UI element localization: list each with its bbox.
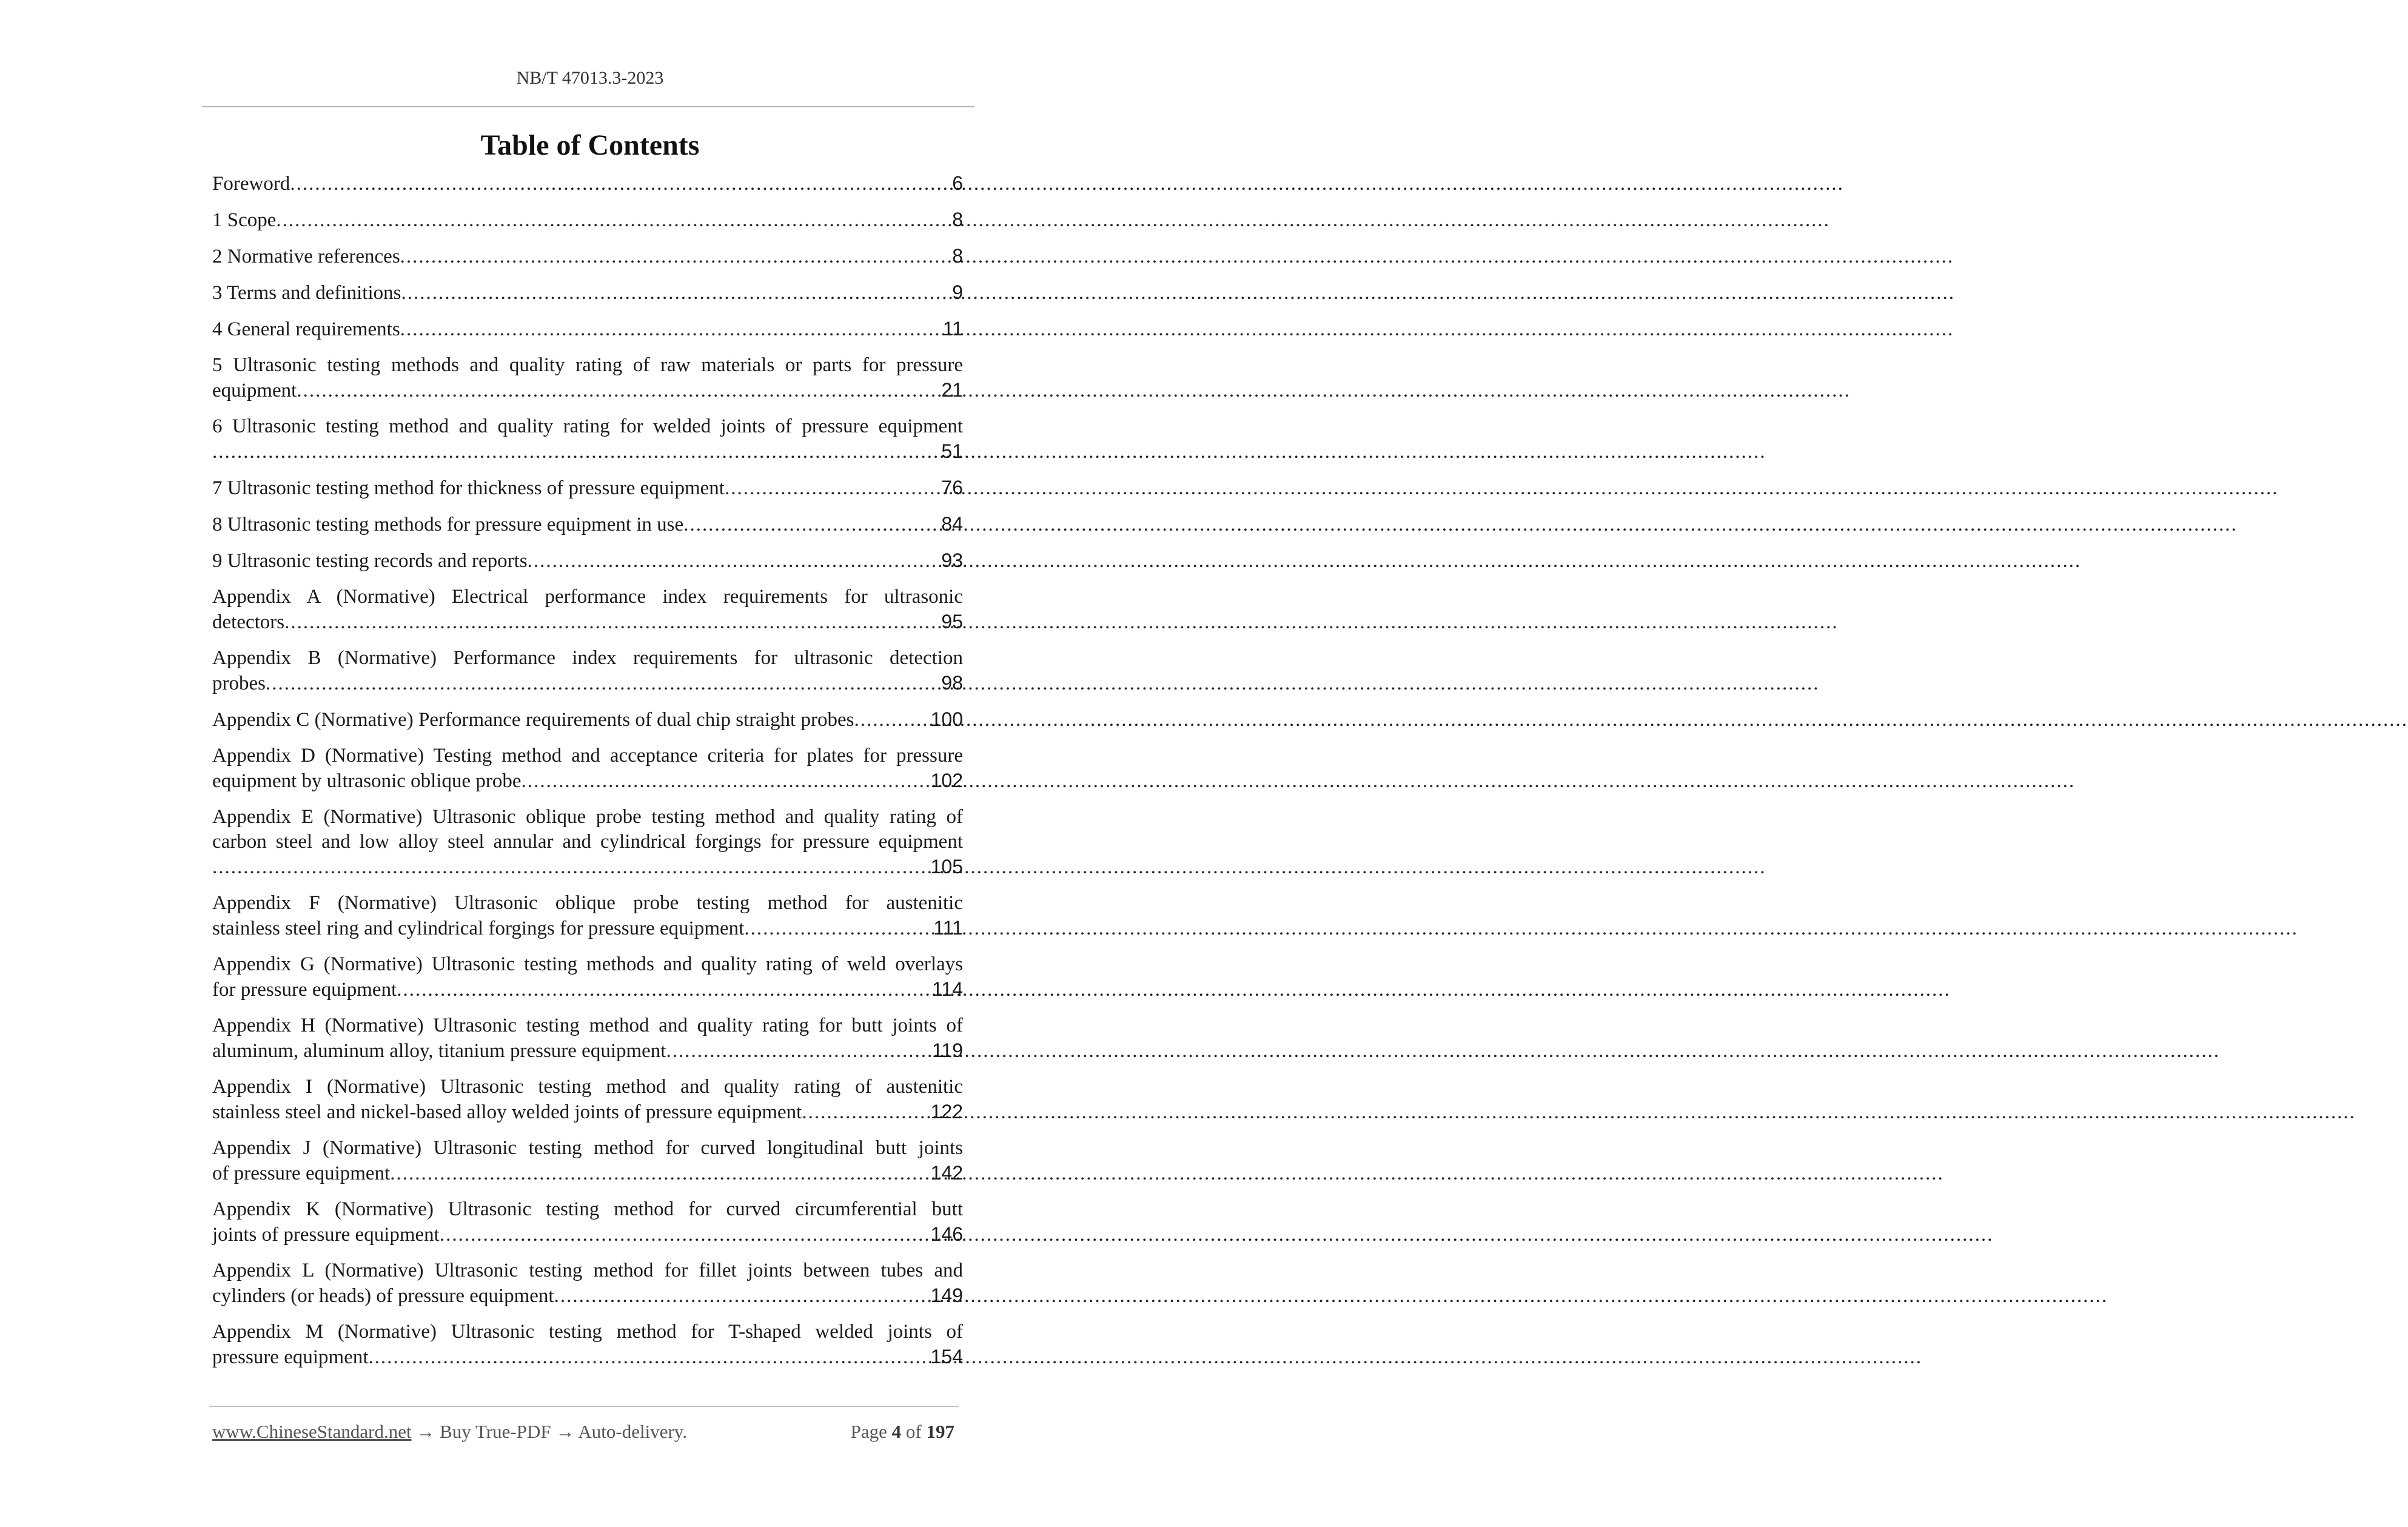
- toc-page-number: 8: [952, 245, 963, 267]
- page-number: 4: [891, 1421, 902, 1442]
- dot-leader: [397, 978, 931, 1002]
- toc-page-number: 122: [930, 1101, 963, 1123]
- toc-entry-title: of pressure equipment: [212, 1163, 391, 1184]
- toc-page-number: 102: [930, 770, 963, 791]
- toc-entry-line: Appendix E (Normative) Ultrasonic oblique probe testing method and quality rating of: [212, 806, 963, 828]
- arrow-icon: →: [411, 1421, 440, 1442]
- toc-entry[interactable]: [212, 1197, 963, 1247]
- toc-entry-line: Appendix F (Normative) Ultrasonic oblique probe testing method for austenitic: [212, 892, 963, 914]
- toc-entry-title: 3 Terms and definitions: [212, 282, 401, 304]
- toc-entry-title: probes: [212, 673, 266, 694]
- toc-entry-line: Appendix K (Normative) Ultrasonic testing method for curved circumferential butt: [212, 1198, 963, 1220]
- page-indicator: [851, 1421, 954, 1443]
- toc-entry-line: Appendix M (Normative) Ultrasonic testing method for T-shaped welded joints of: [212, 1321, 963, 1343]
- toc-entry-line: Appendix L (Normative) Ultrasonic testing method for fillet joints between tubes and: [212, 1260, 963, 1281]
- toc-page-number: 100: [930, 708, 963, 730]
- toc-entry[interactable]: [212, 171, 963, 196]
- toc-entry-line: Appendix H (Normative) Ultrasonic testing method and quality rating for butt joints of: [212, 1015, 963, 1036]
- toc-entry[interactable]: [212, 585, 963, 635]
- header-divider: [202, 106, 974, 107]
- toc-page-number: 95: [941, 611, 963, 633]
- toc-entry-title: aluminum, aluminum alloy, titanium pressure equipment: [212, 1040, 666, 1062]
- toc-entry[interactable]: [212, 1013, 963, 1064]
- dot-leader: [725, 476, 940, 501]
- toc-entry-title: stainless steel ring and cylindrical forgings for pressure equipment: [212, 918, 745, 939]
- dot-leader: [440, 1223, 930, 1247]
- dot-leader: [284, 610, 940, 635]
- toc-entry[interactable]: [212, 548, 963, 574]
- toc-entry[interactable]: [212, 317, 963, 342]
- dot-leader: [683, 512, 940, 537]
- dot-leader: [401, 281, 951, 306]
- toc-page-number: 111: [933, 917, 963, 939]
- page-total: 197: [926, 1421, 954, 1442]
- dot-leader: [212, 440, 940, 465]
- toc-page-number: 93: [941, 549, 963, 571]
- toc-entry[interactable]: [212, 707, 963, 733]
- toc-page-number: 84: [941, 513, 963, 535]
- toc-entry-title: stainless steel and nickel-based alloy welded joints of pressure equipment: [212, 1101, 802, 1123]
- toc-entry[interactable]: [212, 280, 963, 306]
- document-header: NB/T 47013.3-2023: [516, 68, 664, 88]
- toc-entry-title: 8 Ultrasonic testing methods for pressure equipment in use: [212, 514, 684, 535]
- page-prefix: Page: [850, 1421, 892, 1442]
- toc-entry[interactable]: [212, 1136, 963, 1186]
- toc-page-number: 149: [930, 1284, 963, 1306]
- toc-entry-line: Appendix D (Normative) Testing method and acceptance criteria for plates for pressure: [212, 745, 963, 767]
- toc-entry[interactable]: [212, 207, 963, 233]
- toc-entry-title: equipment by ultrasonic oblique probe: [212, 770, 522, 792]
- toc-page-number: 114: [931, 978, 963, 1000]
- toc-entry[interactable]: [212, 891, 963, 941]
- dot-leader: [854, 708, 929, 733]
- buy-true-pdf-link[interactable]: Buy True-PDF: [440, 1421, 551, 1442]
- toc-entry[interactable]: [212, 952, 963, 1002]
- toc-entry[interactable]: [212, 646, 963, 696]
- toc-entry[interactable]: [212, 1075, 963, 1125]
- footer-left: [212, 1421, 687, 1443]
- toc-page-number: 76: [941, 477, 963, 498]
- toc-page-number: 6: [952, 172, 963, 194]
- toc-entry-title: 9 Ultrasonic testing records and reports: [212, 550, 528, 572]
- toc-page-number: 154: [930, 1346, 963, 1368]
- dot-leader: [744, 916, 932, 941]
- toc-entry-title: 2 Normative references: [212, 246, 400, 267]
- toc-entry-title: pressure equipment: [212, 1346, 369, 1368]
- toc-entry-line: 6 Ultrasonic testing method and quality rating for welded joints of pressure equipment: [212, 415, 963, 437]
- toc-entry[interactable]: [212, 743, 963, 794]
- toc-entry[interactable]: [212, 1258, 963, 1309]
- dot-leader: [276, 208, 951, 233]
- dot-leader: [390, 1161, 929, 1186]
- toc-entry-title: 4 General requirements: [212, 318, 400, 340]
- table-of-contents: [212, 171, 963, 1381]
- site-link[interactable]: www.ChineseStandard.net: [212, 1421, 412, 1442]
- toc-page-number: 11: [942, 318, 963, 340]
- toc-entry[interactable]: [212, 244, 963, 269]
- toc-entry-title: 1 Scope: [212, 209, 277, 231]
- dot-leader: [522, 769, 930, 794]
- toc-entry[interactable]: [212, 805, 963, 880]
- page-of: of: [901, 1421, 927, 1442]
- toc-page-number: 146: [930, 1223, 963, 1245]
- toc-page-number: 105: [930, 856, 963, 878]
- toc-entry-title: equipment: [212, 380, 297, 401]
- footer-divider: [209, 1406, 959, 1407]
- toc-entry-title: joints of pressure equipment: [212, 1224, 440, 1246]
- toc-entry-line: Appendix B (Normative) Performance index requirements for ultrasonic detection: [212, 647, 963, 669]
- toc-page-number: 98: [941, 672, 963, 694]
- toc-page-number: 9: [952, 281, 963, 303]
- toc-entry[interactable]: [212, 475, 963, 501]
- toc-entry[interactable]: [212, 353, 963, 403]
- toc-entry-title: Foreword: [212, 173, 290, 195]
- dot-leader: [802, 1100, 929, 1125]
- toc-entry-line: Appendix G (Normative) Ultrasonic testing methods and quality rating of weld overlays: [212, 953, 963, 975]
- toc-entry-title: detectors: [212, 611, 285, 633]
- dot-leader: [297, 378, 940, 403]
- toc-page-number: 21: [941, 379, 963, 401]
- toc-entry-line: 5 Ultrasonic testing methods and quality rating of raw materials or parts for pressure: [212, 354, 963, 376]
- toc-entry-line: Appendix I (Normative) Ultrasonic testing method and quality rating of austenitic: [212, 1076, 963, 1098]
- toc-entry[interactable]: [212, 512, 963, 537]
- dot-leader: [369, 1345, 930, 1370]
- auto-delivery-text: Auto-delivery.: [578, 1421, 688, 1442]
- page-title: Table of Contents: [480, 129, 700, 161]
- toc-entry-title: cylinders (or heads) of pressure equipment: [212, 1285, 554, 1307]
- toc-entry-title: Appendix C (Normative) Performance requirements of dual chip straight probes: [212, 709, 854, 731]
- toc-page-number: 142: [930, 1162, 963, 1184]
- toc-entry-title: for pressure equipment: [212, 979, 397, 1001]
- dot-leader: [400, 317, 942, 342]
- toc-page-number: 51: [941, 440, 963, 462]
- toc-entry[interactable]: [212, 1320, 963, 1370]
- toc-page-number: 119: [931, 1039, 963, 1061]
- toc-page-number: 8: [952, 209, 963, 230]
- toc-entry-line: carbon steel and low alloy steel annular and cylindrical forgings for pressure equipment: [212, 831, 963, 853]
- dot-leader: [554, 1284, 930, 1309]
- toc-entry-line: Appendix A (Normative) Electrical performance index requirements for ultrasonic: [212, 586, 963, 608]
- toc-entry-line: Appendix J (Normative) Ultrasonic testing method for curved longitudinal butt joints: [212, 1137, 963, 1159]
- dot-leader: [400, 244, 951, 269]
- toc-entry-title: 7 Ultrasonic testing method for thickness of pressure equipment: [212, 477, 725, 499]
- dot-leader: [212, 855, 930, 880]
- toc-entry[interactable]: [212, 414, 963, 465]
- dot-leader: [666, 1039, 931, 1064]
- dot-leader: [266, 671, 940, 696]
- dot-leader: [290, 172, 951, 196]
- dot-leader: [528, 549, 941, 574]
- arrow-icon: →: [551, 1421, 579, 1442]
